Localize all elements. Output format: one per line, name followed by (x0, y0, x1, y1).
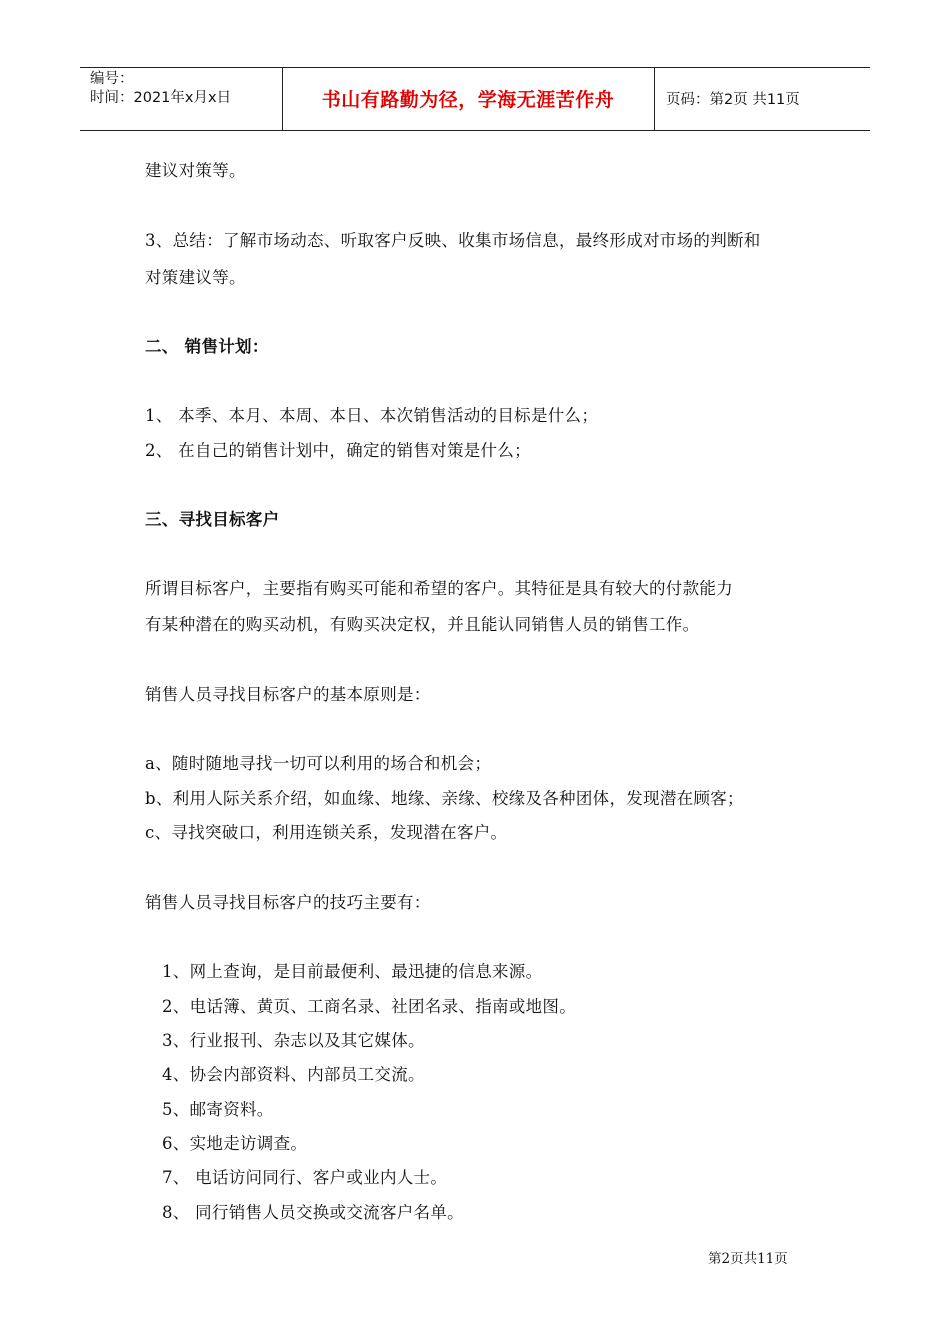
list-item: 5、邮寄资料。 (162, 1100, 274, 1119)
list-item: 3、行业报刊、杂志以及其它媒体。 (162, 1031, 425, 1050)
list-item: 7、 电话访问同行、客户或业内人士。 (162, 1168, 448, 1187)
list-item: a、随时随地寻找一切可以利用的场合和机会； (145, 754, 492, 773)
list-item: 2、 在自己的销售计划中，确定的销售对策是什么； (145, 441, 531, 460)
header-page-code: 页码：第2页 共11页 (666, 92, 800, 108)
list-item: 6、实地走访调查。 (162, 1134, 308, 1153)
section-heading: 三、寻找目标客户 (145, 510, 280, 529)
header-divider (654, 68, 655, 130)
list-item: b、利用人际关系介绍，如血缘、地缘、亲缘、校缘及各种团体，发现潜在顾客； (145, 789, 744, 808)
list-item: 4、协会内部资料、内部员工交流。 (162, 1065, 425, 1084)
header-motto: 书山有路勤为径，学海无涯苦作舟 (321, 89, 615, 111)
page-footer: 第2页共11页 (708, 1251, 788, 1267)
list-item: 1、 本季、本月、本周、本日、本次销售活动的目标是什么； (145, 406, 599, 425)
section-heading: 二、 销售计划： (145, 337, 269, 356)
number-label: 编号： (90, 71, 134, 87)
paragraph-line: 销售人员寻找目标客户的技巧主要有： (145, 893, 431, 912)
paragraph-line: 销售人员寻找目标客户的基本原则是： (145, 685, 431, 704)
time-label: 时间：2021年x月x日 (90, 90, 232, 106)
list-item: 1、网上查询，是目前最便利、最迅捷的信息来源。 (162, 962, 543, 981)
paragraph-line: 有某种潜在的购买动机，有购买决定权，并且能认同销售人员的销售工作。 (145, 615, 700, 634)
list-item: 2、电话簿、黄页、工商名录、社团名录、指南或地图。 (162, 997, 576, 1016)
paragraph-line: 对策建议等。 (145, 268, 246, 287)
paragraph-line: 3、总结：了解市场动态、听取客户反映、收集市场信息，最终形成对市场的判断和 (145, 231, 761, 250)
paragraph-line: 所谓目标客户，主要指有购买可能和希望的客户。其特征是具有较大的付款能力 (145, 579, 733, 598)
list-item: c、寻找突破口，利用连锁关系，发现潜在客户。 (145, 823, 508, 842)
page-header (80, 67, 870, 131)
header-meta (90, 70, 231, 108)
paragraph-line: 建议对策等。 (145, 161, 246, 180)
list-item: 8、 同行销售人员交换或交流客户名单。 (162, 1203, 464, 1222)
